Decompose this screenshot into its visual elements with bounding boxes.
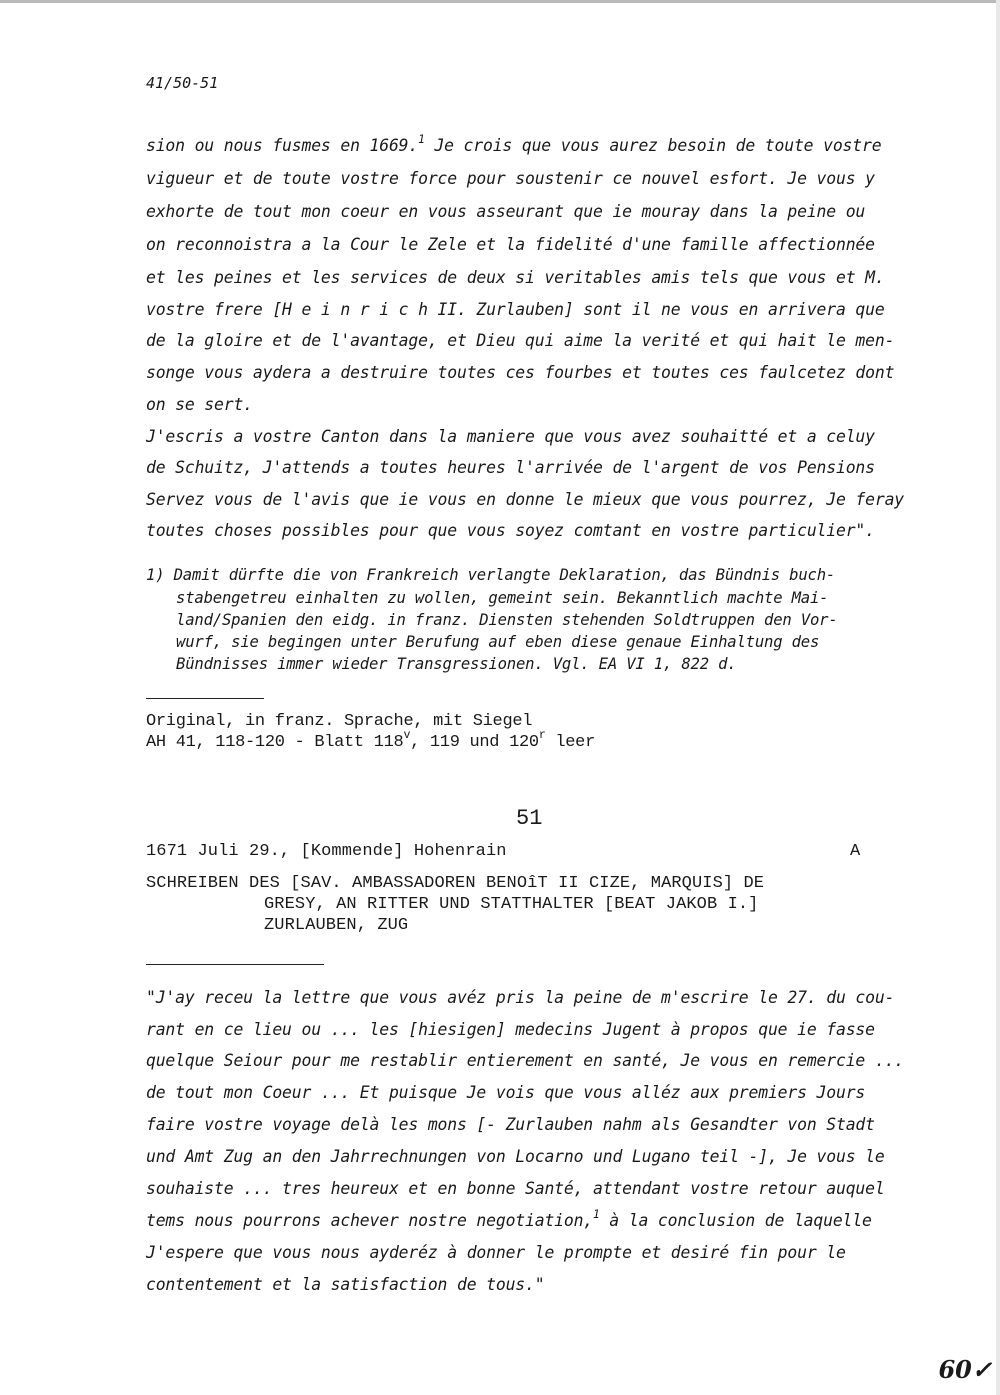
- text-line: Servez vous de l'avis que ie vous en donne le mieux que vous pourrez, Je feray: [146, 490, 905, 509]
- document-title: SCHREIBEN DES [SAV. AMBASSADOREN BENOîT II CIZE, MARQUIS] DE: [146, 874, 765, 893]
- text-line: souhaiste ... tres heureux et en bonne Santé, attendant vostre retour auquel: [146, 1179, 885, 1198]
- footnote-line: wurf, sie begingen unter Berufung auf eben diese genaue Einhaltung des: [176, 633, 820, 651]
- page-reference: 41/50-51: [146, 74, 219, 92]
- text-line: toutes choses possibles pour que vous soyez comtant en vostre particulier".: [146, 521, 875, 540]
- text-line: quelque Seiour pour me restablir entierement en santé, Je vous en remercie ...: [146, 1051, 905, 1070]
- text-line: de tout mon Coeur ... Et puisque Je vois que vous alléz aux premiers Jours: [146, 1083, 866, 1102]
- footnote-line: Bündnisses immer wieder Transgressionen. Vgl. EA VI 1, 822 d.: [176, 655, 737, 673]
- footnote-marker: 1: [418, 133, 425, 147]
- separator-rule: [146, 964, 324, 965]
- text-line: vostre frere [H e i n r i c h II. Zurlauben] sont il ne vous en arrivera que: [146, 300, 885, 319]
- scan-right-edge: [996, 0, 1000, 1395]
- text-line: contentement et la satisfaction de tous.": [146, 1275, 545, 1294]
- footnote-marker: 1: [593, 1208, 600, 1222]
- footnote-line: 1) Damit dürfte die von Frankreich verlangte Deklaration, das Bündnis buch-: [146, 566, 836, 584]
- text-line: faire vostre voyage delà les mons [- Zurlauben nahm als Gesandter von Stadt: [146, 1115, 875, 1134]
- text-line: "J'ay receu la lettre que vous avéz pris la peine de m'escrire le 27. du cou-: [146, 988, 895, 1007]
- text-line: sion ou nous fusmes en 1669.$^1$ Je crois que vous aurez besoin de toute vostre: [146, 133, 882, 155]
- text-line: exhorte de tout mon coeur en vous asseurant que ie mouray dans la peine ou: [146, 202, 866, 221]
- document-title: ZURLAUBEN, ZUG: [264, 916, 409, 935]
- document-type-letter: A: [850, 842, 861, 861]
- document-number: 51: [516, 806, 543, 831]
- text-line: und Amt Zug an den Jahrrechnungen von Locarno und Lugano teil -], Je vous le: [146, 1147, 885, 1166]
- text-line: de la gloire et de l'avantage, et Dieu qui aime la verité et qui hait le men-: [146, 331, 895, 350]
- text-line: vigueur et de toute vostre force pour soustenir ce nouvel esfort. Je vous y: [146, 169, 875, 188]
- footnote-line: stabengetreu einhalten zu wollen, gemeint sein. Bekanntlich machte Mai-: [176, 589, 829, 607]
- text-line: tems nous pourrons achever nostre negotiation,$^1$ à la conclusion de laquelle: [146, 1208, 872, 1230]
- handwritten-page-mark: 60✓: [938, 1355, 992, 1384]
- text-line: on se sert.: [146, 395, 253, 414]
- date-place: 1671 Juli 29., [Kommende] Hohenrain: [146, 842, 507, 861]
- text-line: de Schuitz, J'attends a toutes heures l'arrivée de l'argent de vos Pensions: [146, 458, 875, 477]
- source-line: Original, in franz. Sprache, mit Siegel: [146, 712, 533, 731]
- separator-rule: [146, 698, 264, 699]
- text-line: on reconnoistra a la Cour le Zele et la fidelité d'une famille affectionnée: [146, 235, 875, 254]
- text-line: songe vous aydera a destruire toutes ces fourbes et toutes ces faulcetez dont: [146, 363, 895, 382]
- scan-top-edge: [0, 0, 1000, 3]
- document-title: GRESY, AN RITTER UND STATTHALTER [BEAT JAKOB I.]: [264, 895, 759, 914]
- footnote-line: land/Spanien den eidg. in franz. Diensten stehenden Soldtruppen den Vor-: [176, 611, 838, 629]
- text-line: J'espere que vous nous ayderéz à donner le prompte et desiré fin pour le: [146, 1243, 846, 1262]
- text-line: et les peines et les services de deux si veritables amis tels que vous et M.: [146, 268, 885, 287]
- source-line: AH 41, 118-120 - Blatt 118$^v$, 119 und 120$^r$ leer: [146, 728, 595, 752]
- text-line: rant en ce lieu ou ... les [hiesigen] medecins Jugent à propos que ie fasse: [146, 1020, 875, 1039]
- text-line: J'escris a vostre Canton dans la maniere que vous avez souhaitté et a celuy: [146, 427, 875, 446]
